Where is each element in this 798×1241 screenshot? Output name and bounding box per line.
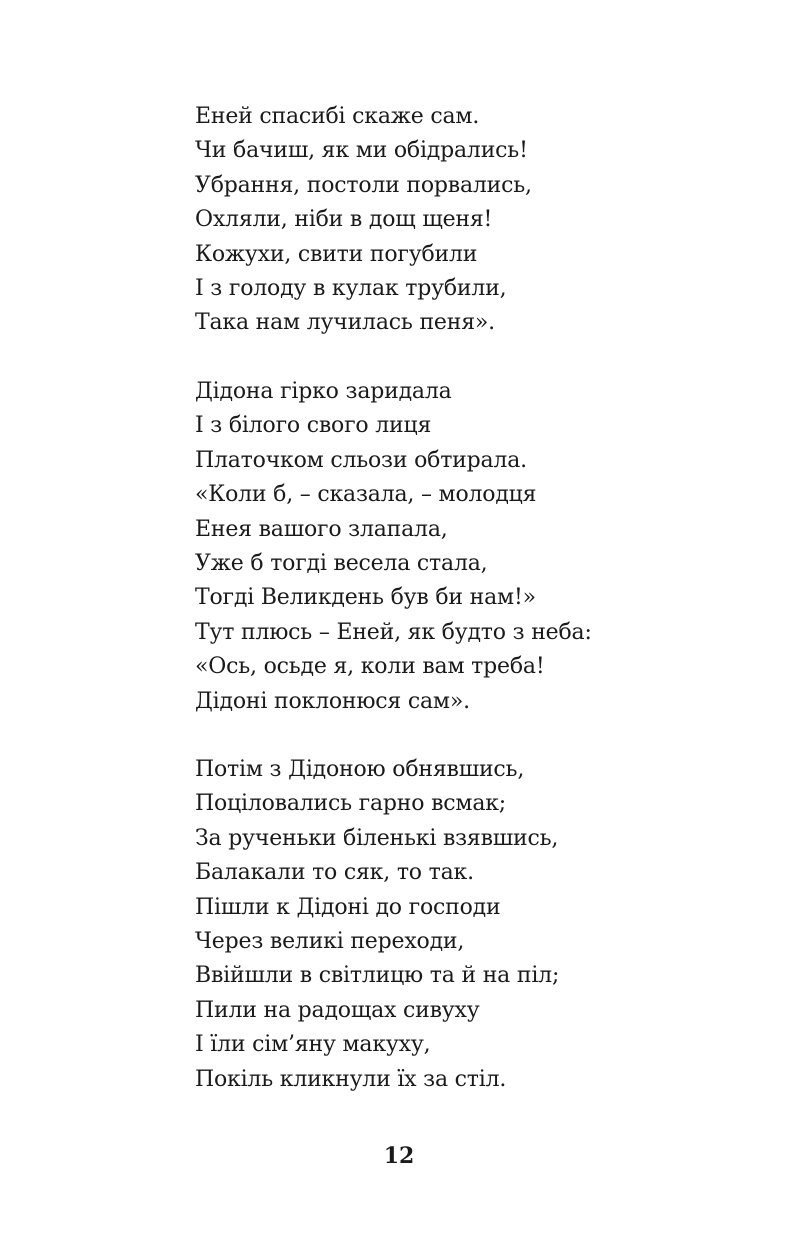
verse-line: Покіль кликнули їх за стіл. — [195, 1066, 507, 1092]
stanza-1 — [195, 100, 532, 341]
stanza-2 — [195, 375, 592, 719]
verse-line: Енея вашого злапала, — [195, 516, 448, 542]
page-number: 12 — [383, 1143, 415, 1169]
verse-line: «Ось, осьде я, коли вам треба! — [195, 654, 545, 680]
stanza-3 — [195, 753, 559, 1097]
verse-line: Платочком сльози обтирала. — [195, 447, 527, 473]
verse-line: І з голоду в кулак трубили, — [195, 276, 507, 302]
verse-line: Чи бачиш, як ми обідрались! — [195, 138, 528, 164]
verse-line: Ввійшли в світлицю та й на піл; — [195, 963, 560, 989]
verse-line: «Коли б, – сказала, – молодця — [195, 482, 537, 508]
verse-line: Потім з Дідоною обнявшись, — [195, 757, 525, 782]
verse-line: Пили на радощах сивуху — [195, 997, 480, 1023]
verse-line: Така нам лучилась пеня». — [195, 310, 495, 336]
verse-line: Еней спасибі скаже сам. — [195, 104, 480, 129]
verse-line: Через великі переходи, — [195, 929, 465, 955]
verse-line: Тогді Великдень був би нам!» — [195, 585, 536, 611]
verse-line: Убрання, постоли порвались, — [195, 172, 532, 198]
verse-line: Дідоні поклонюся сам». — [195, 688, 470, 714]
verse-line: Дідона гірко заридала — [195, 379, 452, 404]
verse-line: Поціловались гарно всмак; — [195, 791, 506, 817]
verse-line: Балакали то сяк, то так. — [195, 860, 474, 886]
verse-line: І їли сім’яну макуху, — [195, 1032, 431, 1058]
verse-line: І з білого свого лиця — [195, 413, 432, 439]
verse-line: За рученьки біленькі взявшись, — [195, 825, 559, 851]
verse-line: Пішли к Дідоні до господи — [195, 894, 501, 920]
verse-line: Уже б тогді весела стала, — [195, 551, 488, 577]
verse-line: Кожухи, свити погубили — [195, 241, 478, 267]
verse-line: Охляли, ніби в дощ щеня! — [195, 207, 493, 233]
verse-line: Тут плюсь – Еней, як будто з неба: — [195, 619, 592, 645]
